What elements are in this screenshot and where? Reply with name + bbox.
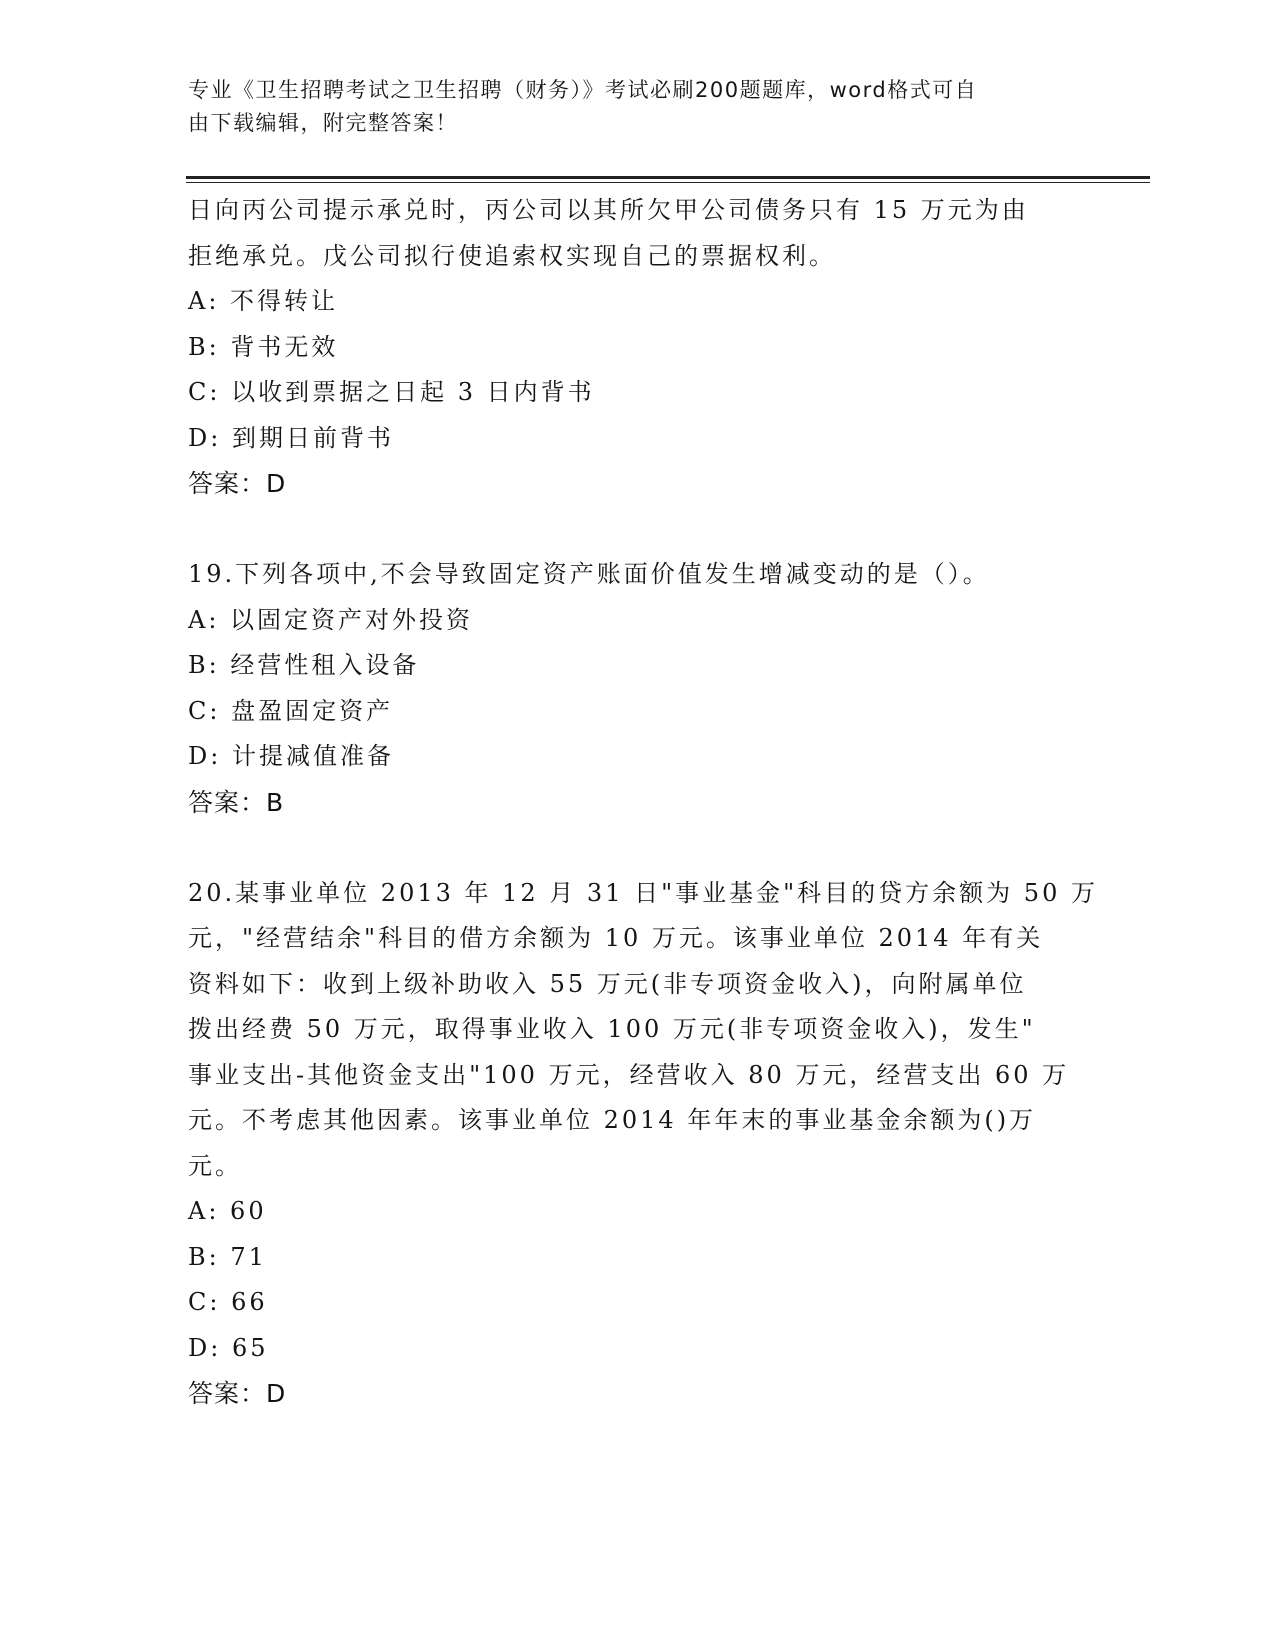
option-b: B: 背书无效 — [188, 332, 339, 361]
question-stem-line: 拨出经费 50 万元，取得事业收入 100 万元(非专项资金收入)，发生" — [188, 1015, 1036, 1043]
question-stem-line: 日向丙公司提示承兑时，丙公司以其所欠甲公司债务只有 15 万元为由 — [188, 196, 1029, 224]
option-c: C: 66 — [188, 1288, 268, 1316]
question-stem-line: 19.下列各项中,不会导致固定资产账面价值发生增减变动的是（）。 — [188, 560, 990, 588]
document-body — [188, 188, 1098, 1417]
question-stem-line: 拒绝承兑。戊公司拟行使追索权实现自己的票据权利。 — [188, 241, 836, 270]
question-19 — [188, 552, 1088, 825]
header-title-line-2: 由下载编辑，附完整答案！ — [188, 111, 458, 135]
option-c: C: 以收到票据之日起 3 日内背书 — [188, 378, 595, 406]
option-a: A: 60 — [188, 1197, 267, 1225]
question-18 — [188, 188, 1088, 507]
answer-line: 答案：B — [188, 787, 285, 817]
question-20 — [188, 871, 1098, 1417]
option-d: D: 计提减值准备 — [188, 742, 394, 770]
header-divider-thick — [186, 176, 1150, 179]
question-stem-line: 元。 — [188, 1151, 242, 1180]
question-stem-line: 资料如下：收到上级补助收入 55 万元(非专项资金收入)，向附属单位 — [188, 969, 1027, 998]
question-stem-line: 元。不考虑其他因素。该事业单位 2014 年年末的事业基金余额为()万 — [188, 1106, 1037, 1134]
option-c: C: 盘盈固定资产 — [188, 696, 394, 725]
option-b: B: 71 — [188, 1242, 267, 1271]
option-a: A: 不得转让 — [188, 287, 339, 315]
option-d: D: 到期日前背书 — [188, 423, 394, 452]
header-divider-thin — [186, 182, 1150, 183]
option-b: B: 经营性租入设备 — [188, 651, 420, 679]
document-header — [188, 74, 1068, 140]
option-a: A: 以固定资产对外投资 — [188, 605, 474, 634]
answer-line: 答案：D — [188, 1379, 287, 1408]
question-spacer — [188, 825, 1088, 871]
question-stem-line: 事业支出-其他资金支出"100 万元，经营收入 80 万元，经营支出 60 万 — [188, 1060, 1070, 1089]
header-title-line-1: 专业《卫生招聘考试之卫生招聘（财务）》考试必刷200题题库，word格式可自 — [188, 78, 978, 102]
question-stem-line: 元，"经营结余"科目的借方余额为 10 万元。该事业单位 2014 年有关 — [188, 924, 1044, 952]
answer-line: 答案：D — [188, 469, 287, 498]
question-spacer — [188, 507, 1088, 553]
option-d: D: 65 — [188, 1333, 269, 1362]
question-stem-line: 20.某事业单位 2013 年 12 月 31 日"事业基金"科目的贷方余额为 50 万 — [188, 878, 1098, 907]
